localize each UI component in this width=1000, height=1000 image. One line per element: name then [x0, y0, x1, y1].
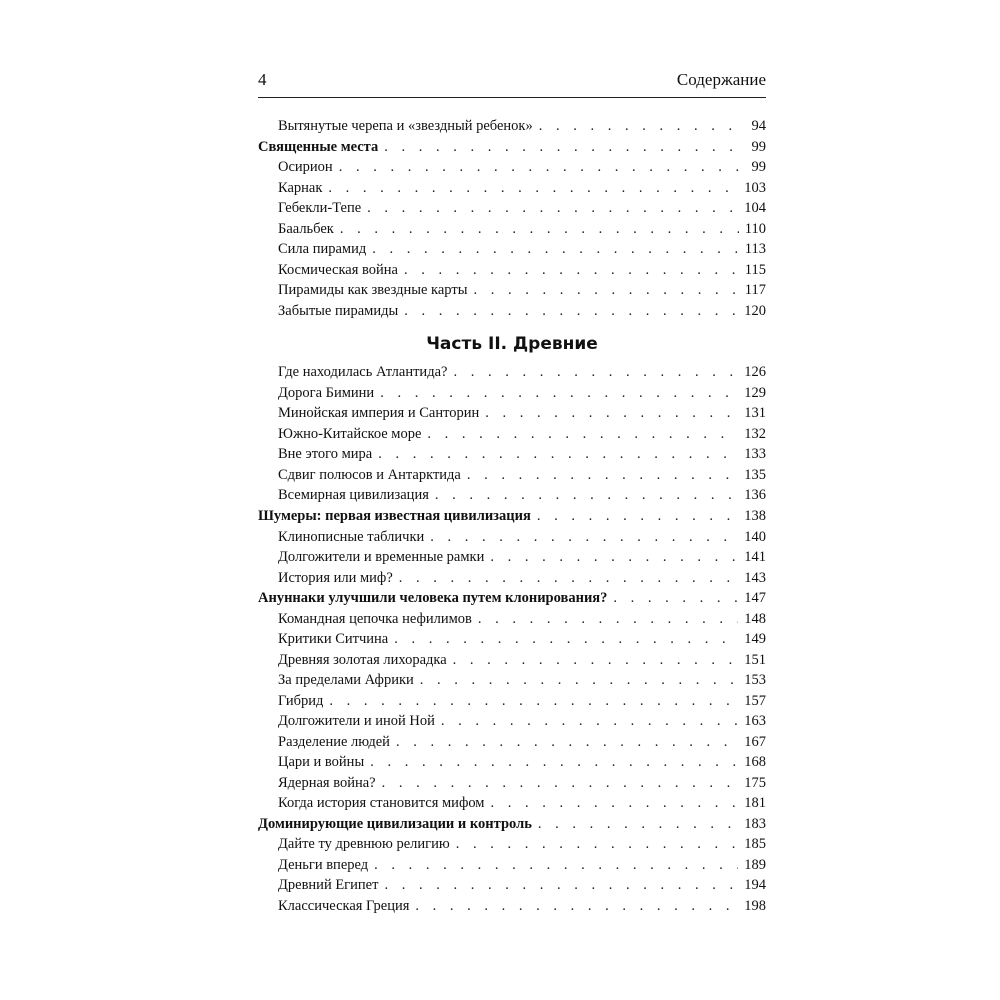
toc-section-entry: [258, 588, 766, 608]
toc-entry-title: Ядерная война?: [278, 775, 376, 791]
toc-section-entry: [258, 814, 766, 834]
dot-leader: [382, 773, 739, 793]
toc-entry-title: Классическая Греция: [278, 898, 410, 914]
toc-entry-page: 198: [744, 898, 766, 914]
toc-entry-title: Разделение людей: [278, 734, 390, 750]
toc-entry-title: Где находилась Атлантида?: [278, 364, 448, 380]
toc-entry: [278, 383, 766, 403]
toc-entry-page: 120: [744, 303, 766, 319]
toc-entry-page: 175: [744, 775, 766, 791]
toc-entry: [278, 403, 766, 423]
dot-leader: [453, 650, 739, 670]
dot-leader: [380, 383, 738, 403]
page-number: 4: [258, 70, 267, 89]
toc-entry: [278, 527, 766, 547]
dot-leader: [404, 260, 739, 280]
dot-leader: [427, 424, 738, 444]
dot-leader: [378, 444, 738, 464]
dot-leader: [367, 198, 738, 218]
toc-entry: [278, 896, 766, 916]
toc-entry-page: 110: [744, 221, 766, 237]
header-rule: [258, 97, 766, 98]
dot-leader: [430, 527, 738, 547]
toc-entry: [278, 444, 766, 464]
toc-entry: [278, 752, 766, 772]
dot-leader: [340, 219, 739, 239]
dot-leader: [467, 465, 738, 485]
dot-leader: [490, 793, 738, 813]
dot-leader: [473, 280, 738, 300]
toc-entry-page: 153: [744, 672, 766, 688]
dot-leader: [539, 116, 740, 136]
dot-leader: [328, 178, 738, 198]
toc-entry-title: Цари и войны: [278, 754, 365, 770]
toc-entry-page: 189: [744, 857, 766, 873]
toc-entry: [278, 773, 766, 793]
dot-leader: [435, 485, 738, 505]
toc-entry-page: 113: [744, 241, 766, 257]
toc-entry: [278, 465, 766, 485]
toc-entry: [278, 568, 766, 588]
toc-entry-title: Дайте ту древнюю религию: [278, 836, 450, 852]
running-head: [258, 70, 766, 96]
dot-leader: [453, 362, 738, 382]
toc-entry: [278, 629, 766, 649]
running-title: Содержание: [676, 70, 766, 89]
toc-entry: [278, 650, 766, 670]
toc-entry-page: 194: [744, 877, 766, 893]
toc-entry-page: 149: [744, 631, 766, 647]
dot-leader: [415, 896, 738, 916]
toc-entry-title: Командная цепочка нефилимов: [278, 611, 472, 627]
toc-entry-title: Критики Ситчина: [278, 631, 389, 647]
toc-entry: [278, 424, 766, 444]
toc-entry-title: Древняя золотая лихорадка: [278, 652, 447, 668]
toc-entry-title: Деньги вперед: [278, 857, 369, 873]
toc-entry: [278, 301, 766, 321]
toc-entry-page: 143: [744, 570, 766, 586]
toc-entry-page: 117: [744, 282, 766, 298]
toc-entry-page: 132: [744, 426, 766, 442]
toc-entry-page: 126: [744, 364, 766, 380]
toc-entry-page: 136: [744, 487, 766, 503]
dot-leader: [538, 814, 738, 834]
toc-entry-title: Когда история становится мифом: [278, 795, 485, 811]
toc-entry-page: 148: [744, 611, 766, 627]
toc-entry: [278, 834, 766, 854]
toc-entry: [278, 260, 766, 280]
toc-entry: [278, 280, 766, 300]
dot-leader: [420, 670, 738, 690]
toc-entry-title: История или миф?: [278, 570, 393, 586]
toc-entry-page: 157: [744, 693, 766, 709]
toc-entry: [278, 711, 766, 731]
toc-entry-title: Баальбек: [278, 221, 334, 237]
toc-entry-page: 163: [744, 713, 766, 729]
toc-entry: [278, 362, 766, 382]
toc-entry: [278, 670, 766, 690]
toc-entry-title: Ануннаки улучшили человека путем клонирования?: [258, 590, 608, 606]
toc-entry: [278, 609, 766, 629]
toc-section-entry: [258, 506, 766, 526]
toc-entry-title: Забытые пирамиды: [278, 303, 399, 319]
toc-entry-title: Вне этого мира: [278, 446, 373, 462]
toc-entry-title: За пределами Африки: [278, 672, 414, 688]
toc-entry-title: Минойская империя и Санторин: [278, 405, 480, 421]
toc-entry-title: Космическая война: [278, 262, 398, 278]
toc-entry-page: 99: [751, 139, 766, 155]
dot-leader: [613, 588, 738, 608]
dot-leader: [490, 547, 738, 567]
toc-entry-title: Южно-Китайское море: [278, 426, 422, 442]
toc-entry-page: 147: [744, 590, 766, 606]
toc-entry-title: Гибрид: [278, 693, 324, 709]
dot-leader: [374, 855, 738, 875]
dot-leader: [396, 732, 738, 752]
toc-entry-page: 167: [744, 734, 766, 750]
toc-entry-page: 133: [744, 446, 766, 462]
toc-entry: [278, 793, 766, 813]
toc-entry-page: 141: [744, 549, 766, 565]
toc-entry-page: 168: [744, 754, 766, 770]
toc-entry-title: Вытянутые черепа и «звездный ребенок»: [278, 118, 533, 134]
dot-leader: [537, 506, 738, 526]
dot-leader: [441, 711, 738, 731]
toc-entry-page: 183: [744, 816, 766, 832]
toc-entry: [278, 198, 766, 218]
dot-leader: [404, 301, 738, 321]
toc-entry-title: Гебекли-Тепе: [278, 200, 362, 216]
toc-entry: [278, 157, 766, 177]
toc-entry: [278, 178, 766, 198]
dot-leader: [372, 239, 739, 259]
part-heading: Часть II. Древние: [426, 334, 598, 354]
toc-entry: [278, 116, 766, 136]
toc-entry-title: Клинописные таблички: [278, 529, 425, 545]
toc-section-entry: [258, 137, 766, 157]
toc-entry: [278, 691, 766, 711]
toc-entry-title: Долгожители и иной Ной: [278, 713, 435, 729]
toc-entry-title: Долгожители и временные рамки: [278, 549, 485, 565]
dot-leader: [384, 137, 740, 157]
toc-entry-page: 129: [744, 385, 766, 401]
toc-entry: [278, 732, 766, 752]
toc-entry-title: Шумеры: первая известная цивилизация: [258, 508, 531, 524]
dot-leader: [394, 629, 738, 649]
toc-entry-page: 140: [744, 529, 766, 545]
toc-entry-page: 151: [744, 652, 766, 668]
dot-leader: [399, 568, 738, 588]
toc-entry-page: 135: [744, 467, 766, 483]
toc-entry-title: Осирион: [278, 159, 333, 175]
dot-leader: [456, 834, 739, 854]
dot-leader: [339, 157, 740, 177]
toc-entry-page: 181: [744, 795, 766, 811]
toc-entry: [278, 239, 766, 259]
toc-entry-page: 94: [751, 118, 766, 134]
toc-entry-title: Дорога Бимини: [278, 385, 375, 401]
dot-leader: [384, 875, 738, 895]
toc-entry: [278, 547, 766, 567]
toc-entry-page: 138: [744, 508, 766, 524]
toc-entry-page: 104: [744, 200, 766, 216]
dot-leader: [478, 609, 738, 629]
toc-entry-title: Доминирующие цивилизации и контроль: [258, 816, 532, 832]
dot-leader: [370, 752, 738, 772]
toc-entry-page: 103: [744, 180, 766, 196]
toc-entry-title: Пирамиды как звездные карты: [278, 282, 468, 298]
toc-entry-page: 115: [744, 262, 766, 278]
toc-entry-title: Сила пирамид: [278, 241, 367, 257]
toc-entry-title: Сдвиг полюсов и Антарктида: [278, 467, 461, 483]
toc-entry-page: 99: [751, 159, 766, 175]
toc-entry-title: Древний Египет: [278, 877, 379, 893]
dot-leader: [329, 691, 738, 711]
toc-entry: [278, 875, 766, 895]
toc-entry: [278, 485, 766, 505]
toc-entry-page: 185: [744, 836, 766, 852]
toc-entry-title: Карнак: [278, 180, 323, 196]
toc-entry-title: Всемирная цивилизация: [278, 487, 429, 503]
dot-leader: [485, 403, 738, 423]
toc-entry-page: 131: [744, 405, 766, 421]
toc-entry: [278, 855, 766, 875]
toc-entry: [278, 219, 766, 239]
toc-entry-title: Священные места: [258, 139, 379, 155]
